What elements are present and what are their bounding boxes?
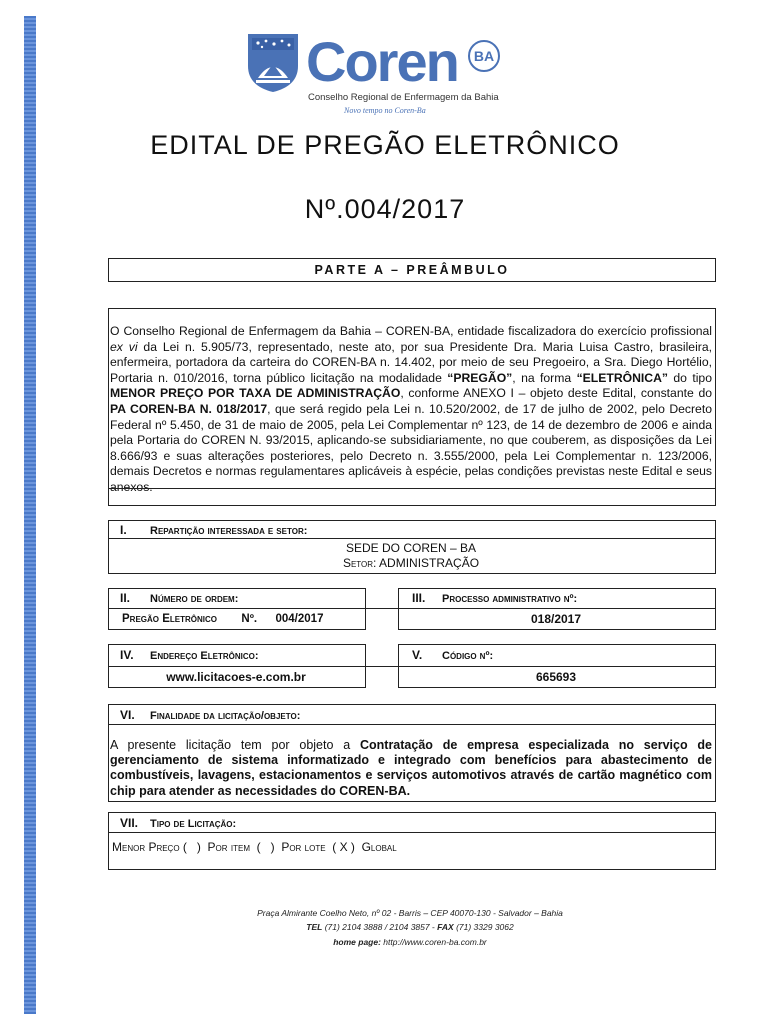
coren-logo (244, 30, 504, 120)
section-2-3-divider (108, 608, 716, 609)
section-4-heading: IV. Endereço Eletrônico: (120, 648, 259, 662)
logo-ba-badge: BA (468, 40, 500, 72)
homepage-link[interactable]: http://www.coren-ba.com.br (383, 937, 487, 947)
section-6-object-text: A presente licitação tem por objeto a Contratação de empresa especializada no serviço de gerenciamento de sistema informatizado e integrado com benefícios para abastecimento de combustíveis, lavagens, estacionamentos e serviços automotivos através de cartão magnético com chip para atender as necessidades do COREN-BA. (110, 738, 712, 798)
footer-phones: TEL (71) 2104 3888 / 2104 3857 - FAX (71) 3329 3062 (306, 922, 514, 932)
section-3-heading: III. Processo administrativo nº: (412, 591, 578, 605)
section-6-heading: VI. Finalidade da licitação/objeto: (120, 708, 301, 722)
section-1-line2: Setor: ADMINISTRAÇÃO (342, 556, 480, 570)
logo-subtitle: Conselho Regional de Enfermagem da Bahia (308, 92, 499, 103)
section-3-value: 018/2017 (530, 612, 582, 626)
part-a-heading: PARTE A – PREÂMBULO (108, 258, 716, 282)
section-4-5-divider (108, 666, 716, 667)
preamble-divider (108, 488, 716, 489)
preamble-text: O Conselho Regional de Enfermagem da Bahia – COREN-BA, entidade fiscalizadora do exercício profissional ex vi da Lei n. 5.905/73, representado, neste ato, por sua Presidente Dra. Maria Luisa Castro, brasileira, enfermeira, portadora da carteira do COREN-BA n. 14.402, por meio de seu Pregoeiro, a Sra. Diego Hortélio, Portaria n. 010/2016, torna público licitação na modalidade “PREGÃO”, na forma “ELETRÔNICA” do tipo MENOR PREÇO POR TAXA DE ADMINISTRAÇÃO, conforme ANEXO I – objeto deste Edital, constante do PA COREN-BA N. 018/2017, que será regido pela Lei n. 10.520/2002, de 17 de julho de 2002, pelo Decreto Federal nº 5.450, de 31 de maio de 2005, pela Lei Complementar nº 123, de 14 de dezembro de 2006 e ainda pela Portaria do COREN N. 93/2015, aplicando-se subsidiariamente, no que couberem, as disposições da Lei 8.666/93 e suas alterações posteriores, pelo Decreto n. 3.555/2000, pela Lei Complementar n. 123/2006, demais Decretos e normas regulamentares aplicáveis à espécie, pelas condições previstas neste Edital e seus anexos. (110, 324, 713, 494)
section-7-heading: VII. Tipo de Licitação: (120, 816, 237, 830)
section-1-heading: I. Repartição interessada e setor: (120, 523, 308, 537)
section-5-value: 665693 (535, 670, 577, 684)
document-title: EDITAL DE PREGÃO ELETRÔNICO (150, 130, 620, 160)
document-number: Nº.004/2017 (304, 194, 466, 224)
shield-emblem-icon (244, 30, 302, 94)
left-margin-bar (24, 16, 36, 1014)
section-2-heading: II. Número de ordem: (120, 591, 239, 605)
footer-homepage: home page: http://www.coren-ba.com.br (333, 937, 487, 947)
section-5-heading: V. Código nº: (412, 648, 494, 662)
section-7-divider (108, 832, 716, 833)
logo-slogan: Novo tempo no Coren-Ba (344, 106, 426, 115)
section-1-divider (108, 538, 716, 539)
footer-address: Praça Almirante Coelho Neto, nº 02 - Barris – CEP 40070-130 - Salvador – Bahia (257, 908, 563, 918)
electronic-address-link[interactable]: www.licitacoes-e.com.br (166, 670, 306, 684)
section-2-value: Pregão Eletrônico Nº. 004/2017 (122, 613, 324, 625)
section-6-divider (108, 724, 716, 725)
section-1-line1: SEDE DO COREN – BA (345, 541, 477, 555)
section-7-options: Menor Preço ( ) Por item ( ) Por lote ( X ) Global (112, 840, 397, 854)
logo-wordmark: Coren (306, 30, 458, 93)
